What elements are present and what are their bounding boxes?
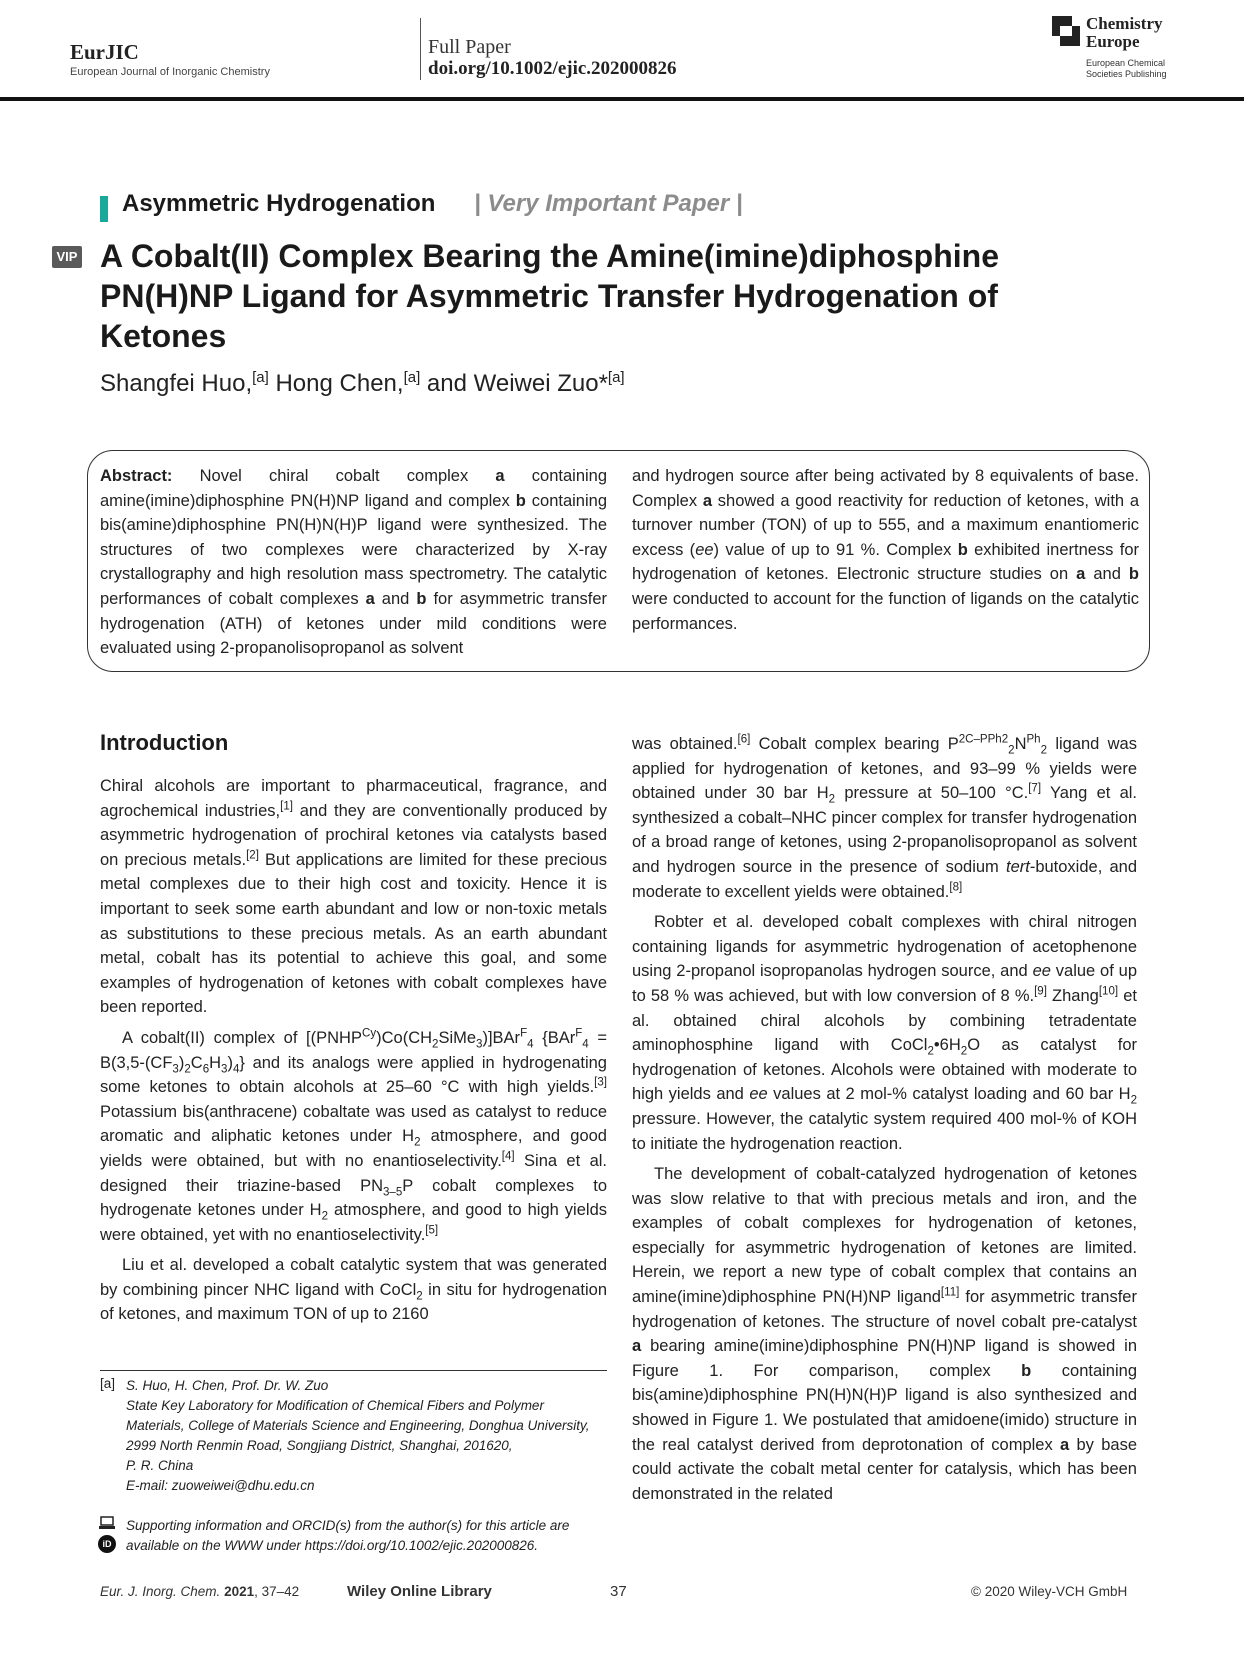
footnote-email[interactable]: E-mail: zuoweiwei@dhu.edu.cn [126,1478,315,1493]
author-list [100,370,625,398]
wiley-online-library-link[interactable]: Wiley Online Library [347,1583,492,1600]
publisher-subtitle [1086,58,1167,80]
publisher-name-line-1: Chemistry [1086,14,1163,33]
introduction-heading: Introduction [100,730,229,755]
footer-journal: Eur. J. Inorg. Chem. [100,1584,221,1599]
publisher-name-line-2: Europe [1086,32,1140,51]
journal-abbreviation: EurJIC [70,40,139,64]
copyright: © 2020 Wiley-VCH GmbH [971,1584,1128,1599]
intro-paragraph-6: The development of cobalt-catalyzed hydrogenation of ketones was slow relative to that with precious metals and iron, and the examples of cobalt complexes for hydrogenation of ketones, especially for asymmetric hydrogenation of ketones are limited. Herein, we report a new type of cobalt complex that contains an amine(imine)diphosphine PN(H)NP ligand[11] for asymmetric transfer hydrogenation of ketones. The structure of novel cobalt pre-catalyst a bearing amine(imine)diphosphine PN(H)NP ligand is showed in Figure 1. For comparison, complex b containing bis(amine)diphosphine PN(H)N(H)P ligand is also synthesized and showed in Figure 1. We postulated that amidoene(imido) structure in the real catalyst derived from deprotonation of complex a by base could activate the cobalt metal center for catalysis, which has been demonstrated in the related [632,1165,1138,1503]
header-rule [0,97,1244,101]
intro-paragraph-4: was obtained.[6] Cobalt complex bearing $P^{2C-PPh2}_2N^{Ph}_2$ ligand was applied for hydrogenation of ketones, and 93–99 % yields were obtained under 30 bar $H_2$ pressure at 50–100 °C.[7] Yang et al. synthesized a cobalt–NHC pincer complex for transfer hydrogenation of a broad range of ketones, using 2-propanolisopropanol as solvent and hydrogen source in the presence of sodium tert-butoxide, and moderate to excellent yields were obtained.[8] [632,733,1138,901]
intro-paragraph-3: Liu et al. developed a cobalt catalytic system that was generated by combining pincer NHC ligand with CoCl$_2$ in situ for hydrogenation of ketones, and maximum TON of up to 2160 [100,1256,607,1324]
orcid-icon: iD [98,1535,116,1553]
section-accent-bar [100,196,108,222]
publisher-name [1086,15,1162,51]
author-3-affiliation: [a] [607,369,625,386]
header-divider [420,18,421,80]
author-1-affiliation: [a] [252,369,269,386]
author-2[interactable]: Hong Chen, [275,370,404,397]
footnote-marker: [a] [100,1376,116,1391]
section-label: Asymmetric Hydrogenation [122,190,436,217]
page-number: 37 [610,1583,627,1600]
intro-paragraph-5: Robter et al. developed cobalt complexes with chiral nitrogen containing ligands for asymmetric hydrogenation of acetophenone using 2-propanol isopropanolas hydrogen source, and ee value of up to 58 % was achieved, but with low conversion of 8 %.[9] Zhang[10] et al. obtained chiral alcohols by combining tetradentate aminophosphine ligand with $CoCl_2•6H_2O$ as catalyst for hydrogenation of ketones. Alcohols were obtained with moderate to high yields and ee values at 2 mol-% catalyst loading and 60 bar $H_2$ pressure. However, the catalytic system required 400 mol-% of KOH to initiate the hydrogenation reaction. [632,913,1137,1153]
author-2-affiliation: [a] [403,369,421,386]
chemistry-europe-logo-icon [1052,16,1080,46]
author-1[interactable]: Shangfei Huo, [100,370,253,397]
intro-paragraph-1: Chiral alcohols are important to pharmaceutical, fragrance, and agrochemical industries,[1] and they are conventionally produced by asymmetric hydrogenation of prochiral ketones via catalysts based on precious metals.[2] But applications are limited for these precious metal complexes due to their high cost and toxicity. Hence it is important to seek some earth abundant and low or non-toxic metals as substitutions to these precious metals. As an earth abundant metal, cobalt has its potential to achieve this goal, and some examples of hydrogenation of ketones with cobalt complexes have been reported. [100,777,607,1017]
paper-type: Full Paper [428,36,511,58]
footnote-line: P. R. China [126,1458,194,1473]
footnote-line: S. Huo, H. Chen, Prof. Dr. W. Zuo [126,1378,329,1393]
publisher-sub-line-1: European Chemical [1086,58,1166,68]
article-title: A Cobalt(II) Complex Bearing the Amine(imine)diphosphine PN(H)NP Ligand for Asymmetric Transfer Hydrogenation of Ketones [100,238,999,354]
footnote-line: 2999 North Renmin Road, Songjiang District, Shanghai, 201620, [126,1438,513,1453]
abstract-left-column [100,464,607,661]
abstract-right-column: and hydrogen source after being activated by 8 equivalents of base. Complex a showed a good reactivity for reduction of ketones, with a turnover number (TON) of up to 555, and a maximum enantiomeric excess (ee) value of up to 91 %. Complex b exhibited inertness for hydrogenation of ketones. Electronic structure studies on a and b were conducted to account for the function of ligands on the catalytic performances. [632,467,1140,633]
footer-pages: , 37–42 [254,1584,300,1599]
introduction-right-column [632,732,1137,1512]
footnote-rule [100,1370,607,1371]
doi-link[interactable]: doi.org/10.1002/ejic.202000826 [428,58,677,79]
supporting-info-note[interactable]: Supporting information and ORCID(s) from the author(s) for this article are available on the WWW under https://doi.org/10.1002/ejic.202000826. [126,1518,570,1553]
abstract-text-left: Novel chiral cobalt complex a containing amine(imine)diphosphine PN(H)NP ligand and complex b containing bis(amine)diphosphine PN(H)N(H)P ligand were synthesized. The structures of two complexes were characterized by X-ray crystallography and high resolution mass spectrometry. The catalytic performances of cobalt complexes a and b for asymmetric transfer hydrogenation (ATH) of ketones under mild conditions were evaluated using 2-propanolisopropanol as solvent [100,467,608,658]
intro-paragraph-2: A cobalt(II) complex of $[(PNHP^{Cy})Co(CH_2SiMe_3)]BAr^F_4$ $\{BAr^F_4 = B(3,5-(CF_3)_2C_6H_3)_4\}$ and its analogs were applied in hydrogenating some ketones to obtain alcohols at 25–60 °C with high yields.[3] Potassium bis(anthracene) cobaltate was used as catalyst to reduce aromatic and aliphatic ketones under $H_2$ atmosphere, and good yields were obtained, but with no enantioselectivity.[4] Sina et al. designed their triazine-based $PN_{3-5}P$ cobalt complexes to hydrogenate ketones under $H_2$ atmosphere, and good to high yields were obtained, yet with no enantioselectivity.[5] [100,1027,608,1244]
footnote-line: State Key Laboratory for Modification of Chemical Fibers and Polymer Materials, College of Materials Science and Engineering, Donghua University, [126,1398,590,1433]
affiliation-footnote [126,1376,606,1496]
vip-badge: VIP [52,246,82,268]
footer-year: 2021 [224,1584,255,1599]
laptop-icon [98,1516,116,1530]
introduction-left-column [100,774,607,1333]
vip-paper-label: | Very Important Paper | [474,190,743,217]
publisher-sub-line-2: Societies Publishing [1086,69,1167,79]
footer-citation [100,1584,299,1599]
abstract-label: Abstract: [100,467,173,485]
author-3[interactable]: and Weiwei Zuo* [426,370,608,397]
journal-full-name: European Journal of Inorganic Chemistry [70,66,270,78]
